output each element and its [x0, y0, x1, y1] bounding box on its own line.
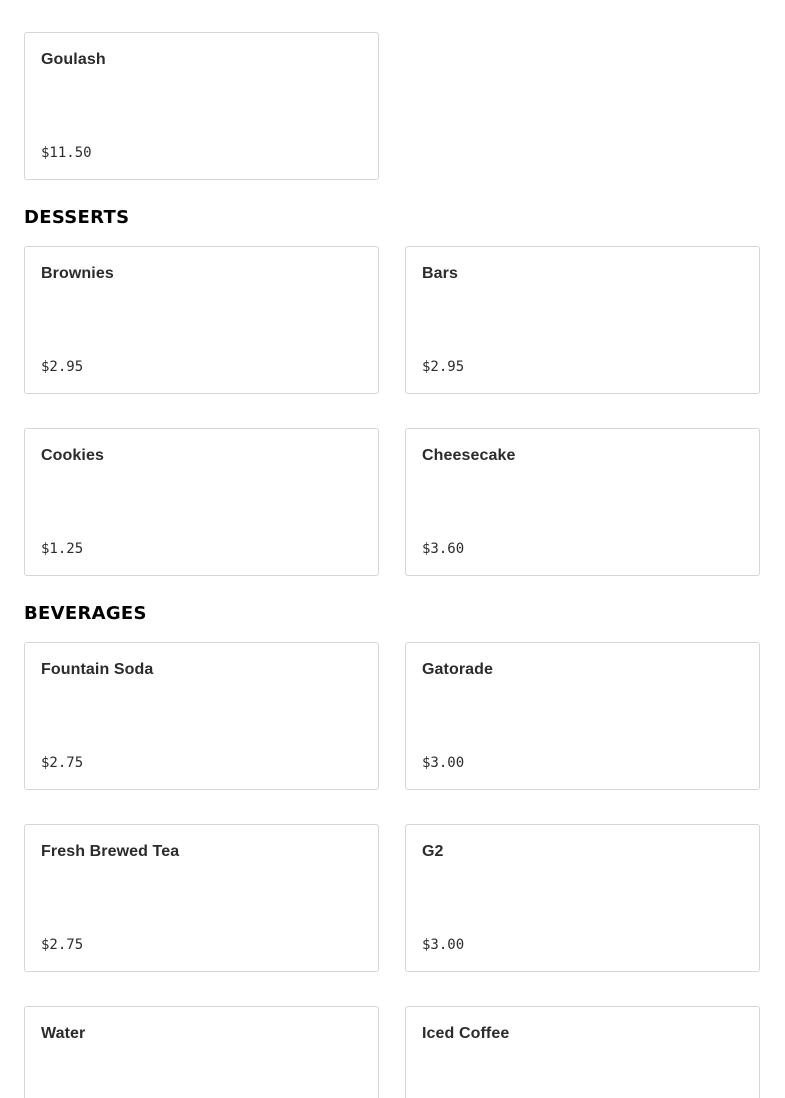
menu-item-card[interactable]	[405, 428, 760, 576]
menu-item-price: $3.00	[422, 937, 465, 953]
menu-item-name: Cookies	[41, 447, 104, 464]
menu-item-price: $11.50	[41, 145, 92, 161]
menu-item-price: $3.00	[422, 755, 465, 771]
menu-item-price: $2.95	[422, 359, 465, 375]
menu-item-card[interactable]	[24, 428, 379, 576]
menu-item-card[interactable]	[24, 642, 379, 790]
menu-item-name: Gatorade	[422, 661, 494, 678]
section-title-beverages: BEVERAGES	[24, 603, 147, 624]
menu-item-name: Bars	[422, 265, 458, 282]
menu-item-card[interactable]	[24, 824, 379, 972]
menu-item-card[interactable]	[24, 246, 379, 394]
menu-item-name: Goulash	[41, 51, 106, 68]
menu-item-price: $2.75	[41, 937, 84, 953]
section-title-desserts: DESSERTS	[24, 207, 130, 228]
menu-item-name: G2	[422, 843, 444, 860]
menu-item-name: Water	[41, 1025, 86, 1042]
menu-item-name: Cheesecake	[422, 447, 516, 464]
menu-item-price: $2.75	[41, 755, 84, 771]
menu-item-price: $3.60	[422, 541, 465, 557]
menu-item-name: Fountain Soda	[41, 661, 154, 678]
menu-item-name: Fresh Brewed Tea	[41, 843, 180, 860]
menu-item-card[interactable]	[405, 824, 760, 972]
menu-item-price: $2.95	[41, 359, 84, 375]
menu-item-price: $1.25	[41, 541, 84, 557]
menu-item-name: Brownies	[41, 265, 114, 282]
menu-item-card[interactable]	[405, 246, 760, 394]
menu-item-card[interactable]	[405, 642, 760, 790]
menu-item-card[interactable]	[24, 32, 379, 180]
menu-item-card[interactable]	[405, 1006, 760, 1098]
menu-item-card[interactable]	[24, 1006, 379, 1098]
menu-item-name: Iced Coffee	[422, 1025, 510, 1042]
